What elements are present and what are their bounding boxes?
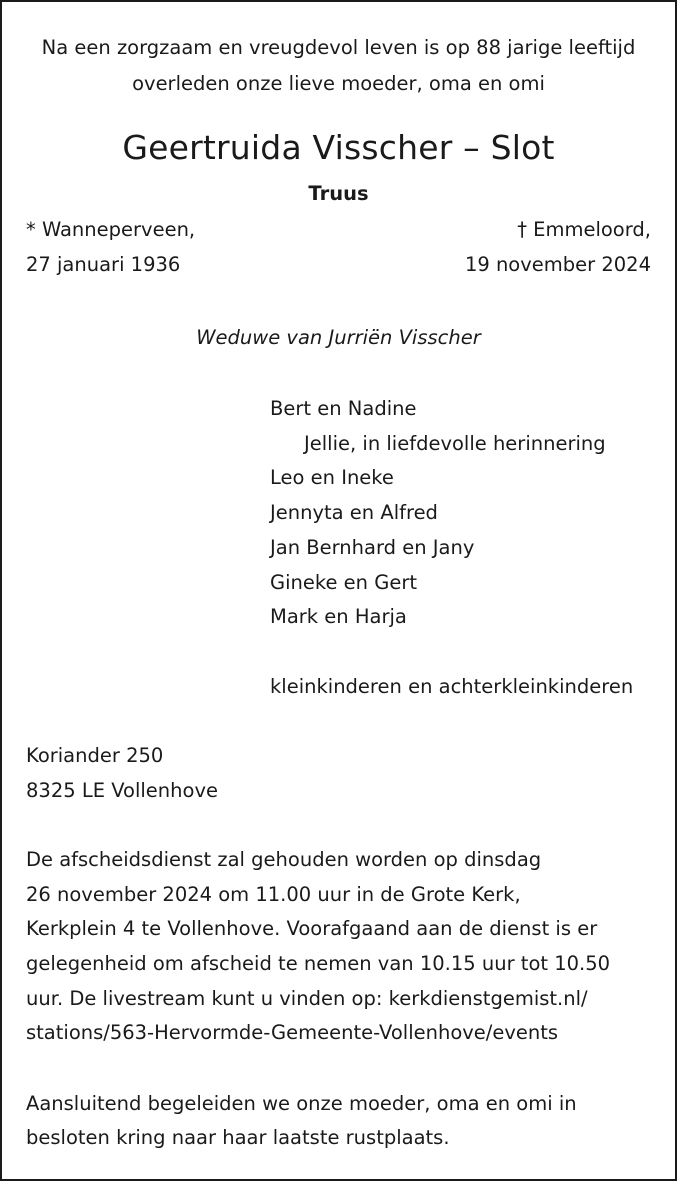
closing-line: besloten kring naar haar laatste rustplaats. xyxy=(26,1126,450,1149)
deceased-nickname: Truus xyxy=(308,182,369,205)
address-street: Koriander 250 xyxy=(26,744,164,767)
widow-line: Weduwe van Jurriën Visscher xyxy=(196,326,481,349)
address-city: 8325 LE Vollenhove xyxy=(26,779,218,802)
service-line: gelegenheid om afscheid te nemen van 10.15 uur tot 10.50 xyxy=(26,952,611,975)
death-date: 19 november 2024 xyxy=(464,253,651,276)
service-line: 26 november 2024 om 11.00 uur in de Grote Kerk, xyxy=(26,883,521,906)
family-member: Gineke en Gert xyxy=(270,571,418,594)
grandchildren-line: kleinkinderen en achterkleinkinderen xyxy=(270,675,634,698)
family-member: Leo en Ineke xyxy=(270,466,394,489)
birth-date: 27 januari 1936 xyxy=(26,253,181,276)
birth-place: * Wanneperveen, xyxy=(26,218,196,241)
intro-line-2: overleden onze lieve moeder, oma en omi xyxy=(132,72,545,95)
death-place: † Emmeloord, xyxy=(517,218,651,241)
service-line: Kerkplein 4 te Vollenhove. Voorafgaand aan de dienst is er xyxy=(26,917,598,940)
deceased-name: Geertruida Visscher – Slot xyxy=(122,128,555,167)
service-line: stations/563-Hervormde-Gemeente-Vollenhove/events xyxy=(26,1021,559,1044)
family-member: Bert en Nadine xyxy=(270,397,417,420)
closing-line: Aansluitend begeleiden we onze moeder, oma en omi in xyxy=(26,1092,577,1115)
service-line: uur. De livestream kunt u vinden op: kerkdienstgemist.nl/ xyxy=(26,987,588,1010)
family-member: Jan Bernhard en Jany xyxy=(270,536,475,559)
service-line: De afscheidsdienst zal gehouden worden op dinsdag xyxy=(26,848,542,871)
intro-line-1: Na een zorgzaam en vreugdevol leven is op 88 jarige leeftijd xyxy=(41,36,636,59)
family-member: Jellie, in liefdevolle herinnering xyxy=(304,432,606,455)
family-member: Mark en Harja xyxy=(270,605,407,628)
family-member: Jennyta en Alfred xyxy=(270,501,438,524)
